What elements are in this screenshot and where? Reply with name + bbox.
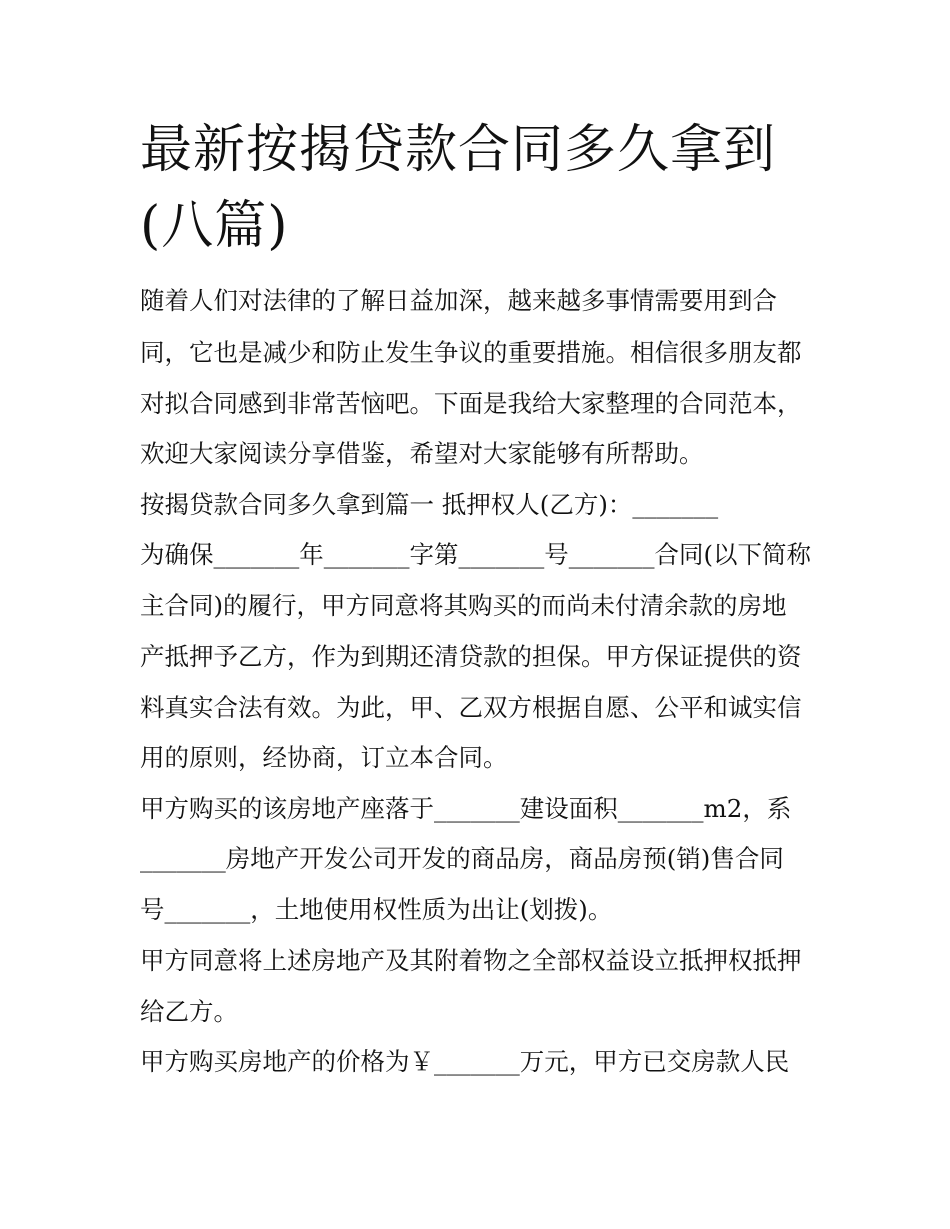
paragraph-line: 主合同)的履行，甲方同意将其购买的而尚未付清余款的房地 [140, 591, 787, 620]
paragraph-line: 为确保_______年_______字第_______号_______合同(以下简称 [140, 540, 812, 569]
paragraph-line: 用的原则，经协商，订立本合同。 [140, 743, 508, 772]
paragraph-line: 号_______，土地使用权性质为出让(划拨)。 [140, 895, 613, 924]
paragraph-line: 按揭贷款合同多久拿到篇一 抵押权人(乙方)：_______ [140, 490, 719, 519]
document-title: 最新按揭贷款合同多久拿到(八篇) [140, 120, 777, 256]
paragraph-line: 欢迎大家阅读分享借鉴，希望对大家能够有所帮助。 [140, 439, 704, 468]
paragraph-line: 甲方购买房地产的价格为￥_______万元，甲方已交房款人民 [140, 1047, 790, 1076]
paragraph-line: 料真实合法有效。为此，甲、乙双方根据自愿、公平和诚实信 [140, 693, 802, 722]
paragraph-line: 给乙方。 [140, 997, 238, 1026]
paragraph-line: 随着人们对法律的了解日益加深，越来越多事情需要用到合 [140, 286, 777, 315]
paragraph-line: 对拟合同感到非常苦恼吧。下面是我给大家整理的合同范本， [140, 389, 802, 418]
paragraph-line: 产抵押予乙方，作为到期还清贷款的担保。甲方保证提供的资 [140, 642, 802, 671]
paragraph-line: 甲方同意将上述房地产及其附着物之全部权益设立抵押权抵押 [140, 946, 802, 975]
paragraph-line: 甲方购买的该房地产座落于_______建设面积_______m2，系 [140, 794, 792, 823]
paragraph-line: 同，它也是减少和防止发生争议的重要措施。相信很多朋友都 [140, 338, 802, 367]
paragraph-line: _______房地产开发公司开发的商品房，商品房预(销)售合同 [140, 844, 784, 873]
